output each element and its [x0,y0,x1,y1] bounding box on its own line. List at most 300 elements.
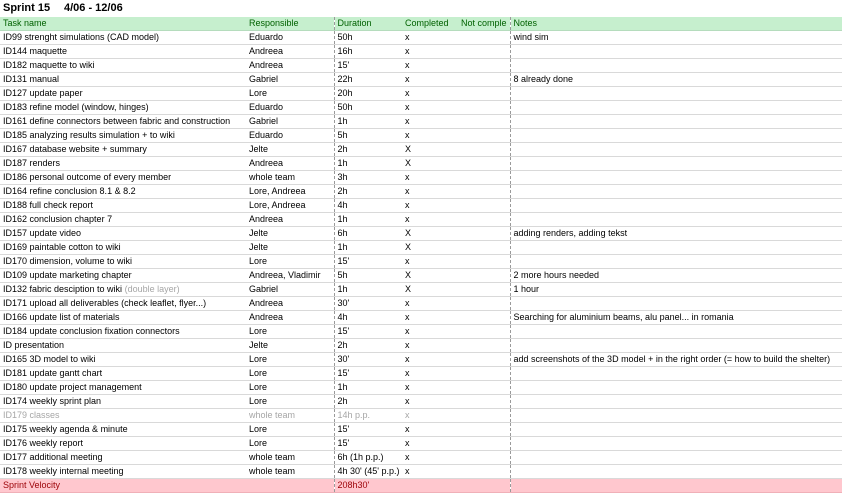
cell-responsible-text: Andreea [249,214,284,224]
sprint-title[interactable]: Sprint 15 [3,2,51,14]
cell-task-name-text: ID175 weekly agenda & minute [3,424,128,434]
cell-completed[interactable] [402,213,458,227]
cell-notes[interactable] [510,451,842,465]
cell-duration-text: 30' [337,354,350,364]
cell-responsible-text: Lore [249,438,268,448]
cell-duration[interactable] [334,297,402,311]
cell-duration[interactable] [334,213,402,227]
cell-completed-text: x [405,410,410,420]
cell-duration[interactable] [334,101,402,115]
cell-notes[interactable] [510,227,842,241]
cell-responsible-text: Jelte [249,228,269,238]
header-responsible[interactable]: Responsible [246,17,334,31]
cell-responsible[interactable] [246,87,334,101]
cell-not-completed[interactable] [458,437,510,451]
cell-notes-text: 2 more hours needed [513,270,600,280]
cell-not-completed[interactable] [458,367,510,381]
cell-completed-text: x [405,60,410,70]
cell-responsible[interactable] [246,45,334,59]
cell-task-name[interactable] [0,59,246,73]
cell-not-completed[interactable] [458,157,510,171]
cell-completed-text: X [405,144,412,154]
cell-duration[interactable] [334,185,402,199]
cell-duration-text: 1h [337,284,348,294]
cell-duration[interactable] [334,87,402,101]
table-row [0,255,842,269]
cell-notes[interactable] [510,73,842,87]
cell-completed[interactable] [402,129,458,143]
cell-not-completed[interactable] [458,31,510,45]
cell-completed-text: X [405,242,412,252]
cell-duration-text: 30' [337,298,350,308]
cell-completed[interactable] [402,115,458,129]
cell-task-name[interactable] [0,395,246,409]
cell-completed-text: x [405,312,410,322]
cell-notes[interactable] [510,409,842,423]
cell-notes[interactable] [510,59,842,73]
table-row [0,395,842,409]
cell-task-name[interactable] [0,143,246,157]
cell-duration[interactable] [334,325,402,339]
cell-responsible[interactable] [246,199,334,213]
cell-completed[interactable] [402,311,458,325]
cell-responsible[interactable] [246,437,334,451]
cell-notes[interactable] [510,87,842,101]
cell-completed[interactable] [402,255,458,269]
cell-completed[interactable] [402,269,458,283]
cell-task-name[interactable] [0,101,246,115]
sprint-dates[interactable]: 4/06 - 12/06 [64,2,123,14]
cell-duration-text: 2h [337,396,348,406]
cell-completed-text: x [405,88,410,98]
cell-duration-text: 1h [337,214,348,224]
cell-responsible[interactable] [246,115,334,129]
cell-task-name[interactable] [0,241,246,255]
cell-duration-text: 4h [337,200,348,210]
cell-notes[interactable] [510,325,842,339]
cell-task-name[interactable] [0,437,246,451]
cell-not-completed[interactable] [458,129,510,143]
cell-task-name[interactable] [0,45,246,59]
cell-notes[interactable] [510,115,842,129]
cell-completed-text: x [405,354,410,364]
cell-completed[interactable] [402,185,458,199]
cell-responsible[interactable] [246,339,334,353]
cell-task-name[interactable] [0,171,246,185]
table-row [0,87,842,101]
cell-duration[interactable] [334,409,402,423]
table-row [0,465,842,479]
velocity-value[interactable]: 208h30' [334,479,402,493]
table-row [0,115,842,129]
cell-duration-text: 1h [337,158,348,168]
cell-responsible-text: whole team [249,452,296,462]
cell-responsible[interactable] [246,325,334,339]
cell-not-completed[interactable] [458,73,510,87]
cell-responsible[interactable] [246,143,334,157]
cell-task-subtext: (double layer) [124,284,180,294]
table-row [0,283,842,297]
cell-completed-text: X [405,284,412,294]
cell-notes[interactable] [510,395,842,409]
cell-task-name-text: ID187 renders [3,158,61,168]
cell-task-name[interactable] [0,423,246,437]
cell-not-completed[interactable] [458,283,510,297]
table-row [0,143,842,157]
cell-completed[interactable] [402,227,458,241]
velocity-empty-cell[interactable] [402,479,458,493]
table-row [0,423,842,437]
cell-notes-text: add screenshots of the 3D model + in the right order (= how to build the shelter) [513,354,831,364]
cell-not-completed[interactable] [458,87,510,101]
cell-responsible[interactable] [246,451,334,465]
cell-duration[interactable] [334,129,402,143]
cell-completed[interactable] [402,31,458,45]
cell-completed[interactable] [402,59,458,73]
cell-duration[interactable] [334,395,402,409]
table-row [0,353,842,367]
cell-task-name[interactable] [0,283,246,297]
cell-responsible-text: Eduardo [249,32,284,42]
cell-duration[interactable] [334,283,402,297]
cell-responsible[interactable] [246,395,334,409]
cell-notes[interactable] [510,213,842,227]
cell-task-name[interactable] [0,185,246,199]
cell-notes[interactable] [510,185,842,199]
cell-notes[interactable] [510,381,842,395]
table-row [0,311,842,325]
cell-not-completed[interactable] [458,297,510,311]
header-notes[interactable]: Notes [510,17,842,31]
cell-completed[interactable] [402,451,458,465]
cell-not-completed[interactable] [458,409,510,423]
cell-responsible-text: Lore [249,368,268,378]
cell-not-completed[interactable] [458,465,510,479]
cell-responsible[interactable] [246,409,334,423]
cell-task-name[interactable] [0,451,246,465]
cell-responsible[interactable] [246,381,334,395]
cell-task-name-text: ID164 refine conclusion 8.1 & 8.2 [3,186,136,196]
cell-completed-text: x [405,200,410,210]
cell-task-name[interactable] [0,269,246,283]
cell-duration-text: 5h [337,270,348,280]
cell-notes-text: adding renders, adding tekst [513,228,628,238]
cell-notes[interactable] [510,101,842,115]
sprint-velocity-row [0,479,842,493]
cell-responsible[interactable] [246,423,334,437]
cell-duration[interactable] [334,451,402,465]
cell-notes[interactable] [510,311,842,325]
table-row [0,297,842,311]
cell-task-name-text: ID184 update conclusion fixation connectors [3,326,180,336]
cell-completed[interactable] [402,45,458,59]
cell-responsible[interactable] [246,171,334,185]
cell-duration[interactable] [334,59,402,73]
cell-completed-text: x [405,368,410,378]
table-row [0,437,842,451]
cell-task-name[interactable] [0,199,246,213]
cell-not-completed[interactable] [458,171,510,185]
cell-task-name[interactable] [0,339,246,353]
cell-responsible[interactable] [246,185,334,199]
cell-duration[interactable] [334,241,402,255]
cell-responsible[interactable] [246,465,334,479]
cell-duration-text: 50h [337,32,353,42]
cell-duration[interactable] [334,465,402,479]
cell-completed-text: x [405,466,410,476]
cell-duration-text: 1h [337,242,348,252]
cell-notes[interactable] [510,423,842,437]
cell-notes[interactable] [510,171,842,185]
cell-not-completed[interactable] [458,227,510,241]
cell-completed[interactable] [402,171,458,185]
cell-task-name-text: ID176 weekly report [3,438,84,448]
cell-task-name[interactable] [0,325,246,339]
cell-task-name[interactable] [0,409,246,423]
cell-duration[interactable] [334,45,402,59]
cell-duration[interactable] [334,269,402,283]
cell-task-name-text: ID161 define connectors between fabric and construction [3,116,231,126]
cell-responsible[interactable] [246,101,334,115]
cell-responsible-text: Eduardo [249,102,284,112]
cell-completed-text: x [405,102,410,112]
cell-duration-text: 15' [337,438,350,448]
cell-duration[interactable] [334,199,402,213]
cell-notes[interactable] [510,255,842,269]
cell-duration[interactable] [334,353,402,367]
cell-not-completed[interactable] [458,45,510,59]
cell-duration-text: 1h [337,116,348,126]
cell-completed[interactable] [402,73,458,87]
cell-responsible[interactable] [246,129,334,143]
cell-duration[interactable] [334,255,402,269]
cell-responsible-text: Lore, Andreea [249,186,306,196]
cell-task-name-text: ID144 maquette [3,46,68,56]
cell-task-name[interactable] [0,87,246,101]
table-row [0,339,842,353]
cell-task-name[interactable] [0,465,246,479]
cell-completed[interactable] [402,143,458,157]
cell-completed[interactable] [402,409,458,423]
cell-completed[interactable] [402,339,458,353]
cell-completed-text: x [405,438,410,448]
cell-responsible[interactable] [246,213,334,227]
cell-completed[interactable] [402,423,458,437]
cell-responsible-text: Andreea [249,298,284,308]
table-row [0,59,842,73]
cell-completed[interactable] [402,297,458,311]
cell-responsible[interactable] [246,353,334,367]
header-duration[interactable]: Duration [334,17,402,31]
cell-task-name[interactable] [0,157,246,171]
cell-task-name-text: ID182 maquette to wiki [3,60,95,70]
cell-task-name[interactable] [0,73,246,87]
cell-notes[interactable] [510,143,842,157]
cell-responsible-text: Lore [249,256,268,266]
cell-task-name-text: ID109 update marketing chapter [3,270,132,280]
cell-duration[interactable] [334,381,402,395]
header-task-name[interactable]: Task name [0,17,246,31]
cell-not-completed[interactable] [458,311,510,325]
cell-responsible-text: Andreea, Vladimir [249,270,321,280]
cell-responsible-text: whole team [249,172,296,182]
cell-not-completed[interactable] [458,451,510,465]
cell-completed-text: X [405,270,412,280]
header-completed[interactable]: Completed [402,17,458,31]
cell-responsible[interactable] [246,269,334,283]
cell-task-name[interactable] [0,297,246,311]
cell-not-completed[interactable] [458,325,510,339]
cell-completed-text: x [405,382,410,392]
cell-completed[interactable] [402,437,458,451]
cell-duration[interactable] [334,31,402,45]
cell-duration[interactable] [334,367,402,381]
cell-notes[interactable] [510,157,842,171]
cell-duration[interactable] [334,227,402,241]
cell-responsible[interactable] [246,241,334,255]
cell-completed-text: x [405,186,410,196]
cell-responsible-text: Lore [249,326,268,336]
cell-task-name[interactable] [0,227,246,241]
cell-notes[interactable] [510,339,842,353]
cell-not-completed[interactable] [458,353,510,367]
cell-duration-text: 15' [337,368,350,378]
cell-notes[interactable] [510,297,842,311]
cell-notes[interactable] [510,31,842,45]
cell-completed-text: x [405,396,410,406]
cell-task-name[interactable] [0,353,246,367]
cell-task-name[interactable] [0,311,246,325]
cell-not-completed[interactable] [458,59,510,73]
cell-duration-text: 15' [337,60,350,70]
velocity-empty-cell[interactable] [246,479,334,493]
cell-task-name[interactable] [0,255,246,269]
cell-responsible-text: whole team [249,410,296,420]
cell-not-completed[interactable] [458,381,510,395]
cell-task-name-text: ID183 refine model (window, hinges) [3,102,149,112]
cell-duration[interactable] [334,143,402,157]
cell-completed[interactable] [402,325,458,339]
cell-notes[interactable] [510,199,842,213]
cell-duration-text: 20h [337,88,353,98]
cell-not-completed[interactable] [458,269,510,283]
cell-duration-text: 2h [337,340,348,350]
cell-completed[interactable] [402,241,458,255]
cell-not-completed[interactable] [458,101,510,115]
cell-task-name[interactable] [0,367,246,381]
cell-notes[interactable] [510,465,842,479]
cell-responsible[interactable] [246,255,334,269]
cell-task-name-text: ID132 fabric desciption to wiki [3,284,123,294]
cell-task-name[interactable] [0,213,246,227]
cell-completed[interactable] [402,157,458,171]
velocity-empty-cell[interactable] [458,479,510,493]
cell-completed[interactable] [402,199,458,213]
cell-completed-text: x [405,172,410,182]
cell-completed[interactable] [402,101,458,115]
cell-not-completed[interactable] [458,241,510,255]
cell-notes-text: wind sim [513,32,549,42]
cell-task-name-text: ID171 upload all deliverables (check leaflet, flyer...) [3,298,207,308]
cell-completed[interactable] [402,395,458,409]
cell-responsible[interactable] [246,227,334,241]
cell-not-completed[interactable] [458,143,510,157]
cell-task-name[interactable] [0,31,246,45]
cell-task-name[interactable] [0,115,246,129]
cell-task-name[interactable] [0,381,246,395]
cell-duration[interactable] [334,437,402,451]
cell-duration[interactable] [334,171,402,185]
cell-completed[interactable] [402,367,458,381]
cell-responsible[interactable] [246,59,334,73]
cell-completed[interactable] [402,381,458,395]
cell-completed[interactable] [402,465,458,479]
cell-responsible-text: Gabriel [249,74,279,84]
cell-not-completed[interactable] [458,255,510,269]
cell-notes-text: Searching for aluminium beams, alu panel... in romania [513,312,734,322]
cell-completed[interactable] [402,283,458,297]
cell-task-name-text: ID127 update paper [3,88,83,98]
cell-notes[interactable] [510,437,842,451]
cell-responsible-text: Lore [249,88,268,98]
cell-responsible[interactable] [246,297,334,311]
cell-completed-text: x [405,116,410,126]
velocity-label[interactable]: Sprint Velocity [0,479,246,493]
cell-not-completed[interactable] [458,185,510,199]
cell-not-completed[interactable] [458,213,510,227]
velocity-empty-cell[interactable] [510,479,842,493]
cell-completed[interactable] [402,353,458,367]
cell-duration[interactable] [334,339,402,353]
cell-not-completed[interactable] [458,339,510,353]
cell-notes[interactable] [510,269,842,283]
cell-not-completed[interactable] [458,395,510,409]
cell-notes[interactable] [510,45,842,59]
cell-task-name[interactable] [0,129,246,143]
cell-duration[interactable] [334,311,402,325]
cell-duration[interactable] [334,73,402,87]
cell-responsible[interactable] [246,367,334,381]
cell-responsible[interactable] [246,311,334,325]
cell-duration[interactable] [334,157,402,171]
cell-notes[interactable] [510,367,842,381]
cell-responsible[interactable] [246,283,334,297]
cell-not-completed[interactable] [458,115,510,129]
cell-responsible[interactable] [246,157,334,171]
cell-responsible[interactable] [246,31,334,45]
header-not-completed[interactable]: Not comple [458,17,510,31]
cell-completed-text: X [405,158,412,168]
cell-responsible-text: Andreea [249,60,284,70]
cell-duration[interactable] [334,423,402,437]
cell-not-completed[interactable] [458,199,510,213]
cell-responsible-text: Andreea [249,46,284,56]
table-row [0,367,842,381]
cell-duration[interactable] [334,115,402,129]
cell-not-completed[interactable] [458,423,510,437]
cell-notes[interactable] [510,353,842,367]
cell-task-name-text: ID131 manual [3,74,60,84]
cell-task-name-text: ID166 update list of materials [3,312,120,322]
table-row [0,269,842,283]
cell-completed[interactable] [402,87,458,101]
cell-duration-text: 2h [337,144,348,154]
cell-duration-text: 50h [337,102,353,112]
cell-notes[interactable] [510,129,842,143]
cell-notes[interactable] [510,241,842,255]
cell-responsible[interactable] [246,73,334,87]
cell-notes[interactable] [510,283,842,297]
